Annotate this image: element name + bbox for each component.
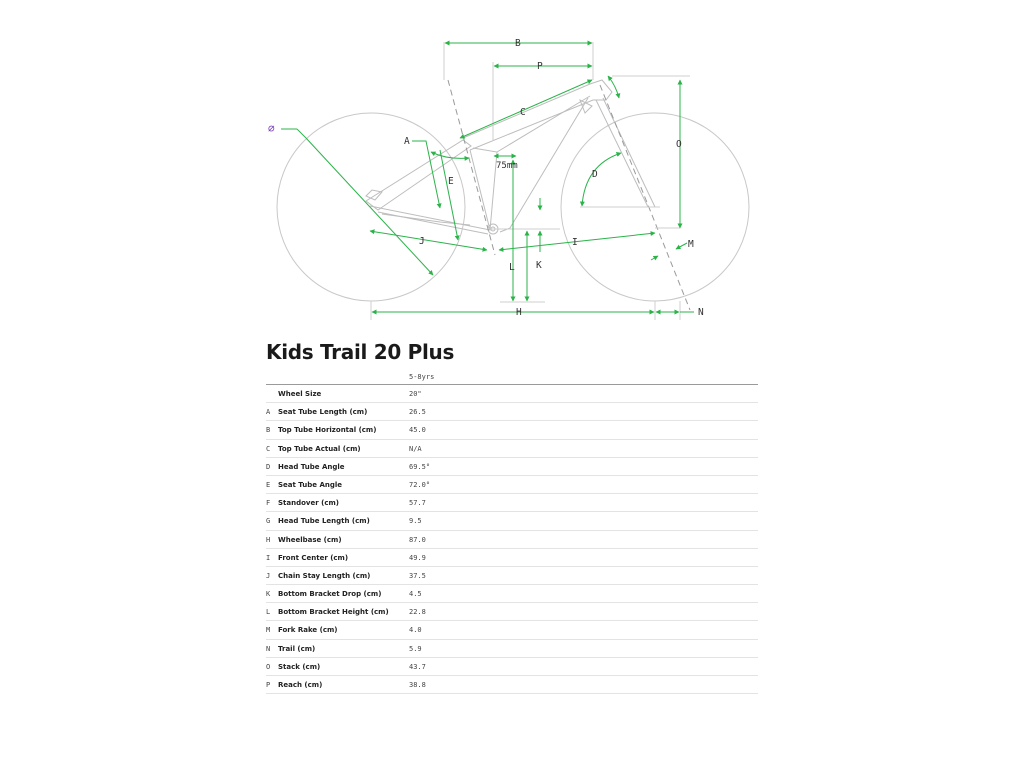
label-D: D xyxy=(592,169,598,180)
table-row: G Head Tube Length (cm) 9.5 xyxy=(266,512,758,530)
table-row: I Front Center (cm) 49.9 xyxy=(266,549,758,567)
table-row: H Wheelbase (cm) 87.0 xyxy=(266,531,758,549)
geometry-diagram xyxy=(0,0,1024,330)
size-column-header: 5-8yrs xyxy=(409,373,435,381)
table-row: C Top Tube Actual (cm) N/A xyxy=(266,440,758,458)
label-M: M xyxy=(688,239,694,250)
dim-A xyxy=(412,141,440,208)
label-P: P xyxy=(537,61,543,72)
table-row: L Bottom Bracket Height (cm) 22.8 xyxy=(266,603,758,621)
table-row: K Bottom Bracket Drop (cm) 4.5 xyxy=(266,585,758,603)
dim-C xyxy=(460,80,592,138)
label-C: C xyxy=(520,107,526,118)
label-J: J xyxy=(419,236,425,247)
dim-M xyxy=(676,243,687,249)
label-diameter: ⌀ xyxy=(268,122,275,135)
label-I: I xyxy=(572,237,578,248)
rear-wheel xyxy=(277,113,465,301)
label-A: A xyxy=(404,136,410,147)
dim-diameter xyxy=(306,138,433,275)
geometry-table xyxy=(266,385,758,694)
table-row: O Stack (cm) 43.7 xyxy=(266,658,758,676)
table-row: F Standover (cm) 57.7 xyxy=(266,494,758,512)
table-row: A Seat Tube Length (cm) 26.5 xyxy=(266,403,758,421)
label-H: H xyxy=(516,307,522,318)
label-O: O xyxy=(676,139,682,150)
label-B: B xyxy=(515,38,521,49)
table-row: E Seat Tube Angle 72.0° xyxy=(266,476,758,494)
table-row: P Reach (cm) 38.8 xyxy=(266,676,758,694)
table-row: N Trail (cm) 5.9 xyxy=(266,640,758,658)
label-75mm: 75mm xyxy=(496,161,518,171)
page-title: Kids Trail 20 Plus xyxy=(266,340,455,364)
label-N: N xyxy=(698,307,704,318)
table-row: J Chain Stay Length (cm) 37.5 xyxy=(266,567,758,585)
table-row: B Top Tube Horizontal (cm) 45.0 xyxy=(266,421,758,439)
label-L: L xyxy=(509,262,515,273)
label-K: K xyxy=(536,260,542,271)
label-E: E xyxy=(448,176,454,187)
table-row: M Fork Rake (cm) 4.0 xyxy=(266,621,758,639)
dim-J xyxy=(370,231,487,250)
dim-D xyxy=(582,153,621,206)
table-row: D Head Tube Angle 69.5° xyxy=(266,458,758,476)
table-row: Wheel Size 20" xyxy=(266,385,758,403)
